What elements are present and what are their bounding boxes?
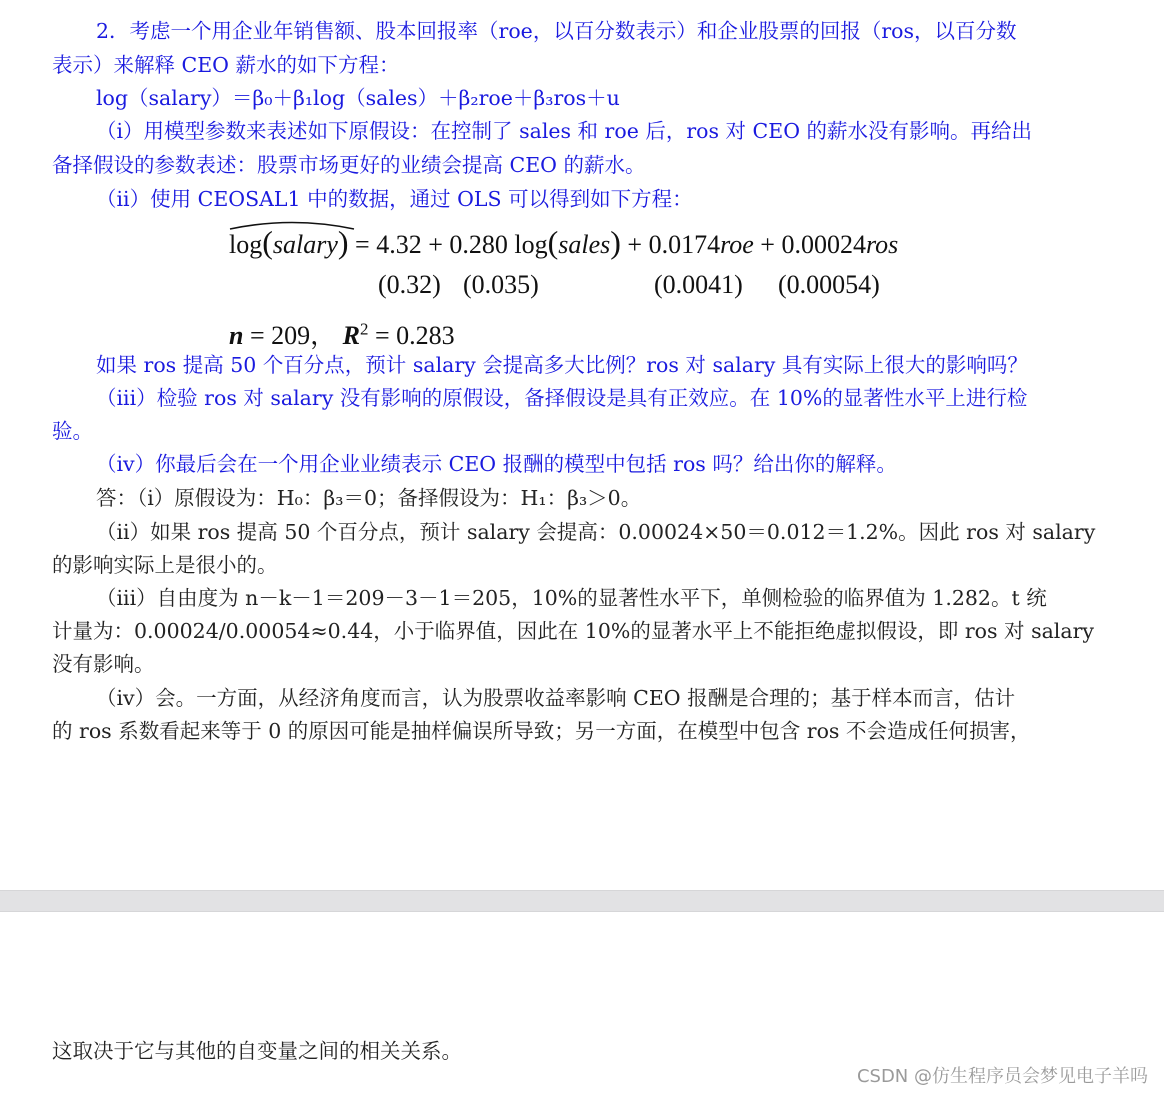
sample-stats	[229, 315, 455, 352]
csdn-watermark: CSDN @仿生程序员会梦见电子羊吗	[856, 1066, 1148, 1087]
estimated-equation: log(salary) = 4.32 + 0.280 log(sales) + 0.0174roe + 0.00024ros	[229, 224, 899, 260]
r-label: R	[342, 321, 360, 350]
n-value: = 209，	[249, 321, 337, 350]
page-separator	[0, 890, 1164, 912]
eq-salary-var: salary	[272, 230, 338, 259]
answer-iv-line2: 的 ros 系数看起来等于 0 的原因可能是抽样偏误所导致；另一方面，在模型中包含 ros 不会造成任何损害，	[52, 719, 1031, 743]
eq-intercept-term: = 4.32 + 0.280 log	[355, 230, 548, 259]
se-roe: (0.0041)	[654, 270, 743, 299]
question-i-line2: 备择假设的参数表述：股票市场更好的业绩会提高 CEO 的薪水。	[52, 153, 646, 177]
question-iii-line2: 验。	[52, 419, 93, 443]
answer-ii-line2: 的影响实际上是很小的。	[52, 553, 278, 577]
r-sup: 2	[359, 319, 369, 339]
question-i-line1: （i）用模型参数来表述如下原假设：在控制了 sales 和 roe 后，ros 对 CEO 的薪水没有影响。再给出	[96, 119, 1033, 143]
answer-ii-line1: （ii）如果 ros 提高 50 个百分点，预计 salary 会提高：0.00024×50＝0.012＝1.2%。因此 ros 对 salary	[96, 520, 1096, 544]
eq-roe-var: roe	[720, 230, 754, 259]
answer-iv-line3: 这取决于它与其他的自变量之间的相关关系。	[52, 1039, 462, 1063]
r-value: = 0.283	[374, 321, 455, 350]
eq-ros-var: ros	[865, 230, 899, 259]
question-intro-line1: 2．考虑一个用企业年销售额、股本回报率（roe，以百分数表示）和企业股票的回报（ros，以百分数	[96, 19, 1017, 43]
eq-ros-coef: + 0.00024	[760, 230, 866, 259]
answer-iii-line1: （iii）自由度为 n－k－1＝209－3－1＝205，10%的显著性水平下，单侧检验的临界值为 1.282。t 统	[96, 586, 1047, 610]
question-ii-query: 如果 ros 提高 50 个百分点，预计 salary 会提高多大比例？ros 对 salary 具有实际上很大的影响吗？	[96, 353, 1028, 377]
question-iv-line1: （iv）你最后会在一个用企业业绩表示 CEO 报酬的模型中包括 ros 吗？给出你的解释。	[96, 452, 897, 476]
eq-sales-var: sales	[558, 230, 611, 259]
answer-i: 答：（i）原假设为：H₀：β₃＝0；备择假设为：H₁：β₃＞0。	[96, 486, 642, 510]
question-intro-line2: 表示）来解释 CEO 薪水的如下方程：	[52, 53, 400, 77]
answer-iii-line2: 计量为：0.00024/0.00054≈0.44，小于临界值，因此在 10%的显著水平上不能拒绝虚拟假设，即 ros 对 salary	[52, 619, 1094, 643]
model-equation: log（salary）＝β₀＋β₁log（sales）＋β₂roe＋β₃ros＋u	[96, 86, 620, 110]
question-ii-line1: （ii）使用 CEOSAL1 中的数据，通过 OLS 可以得到如下方程：	[96, 187, 693, 211]
se-sales: (0.035)	[463, 270, 539, 299]
answer-iii-line3: 没有影响。	[52, 652, 155, 676]
se-ros: (0.00054)	[778, 270, 880, 299]
eq-roe-coef: + 0.0174	[627, 230, 721, 259]
question-iii-line1: （iii）检验 ros 对 salary 没有影响的原假设，备择假设是具有正效应。在 10%的显著性水平上进行检	[96, 386, 1028, 410]
se-intercept: (0.32)	[378, 270, 441, 299]
eq-log-label: log	[229, 230, 263, 259]
answer-iv-line1: （iv）会。一方面，从经济角度而言，认为股票收益率影响 CEO 报酬是合理的；基于样本而言，估计	[96, 686, 1016, 710]
n-label: n	[229, 321, 244, 350]
